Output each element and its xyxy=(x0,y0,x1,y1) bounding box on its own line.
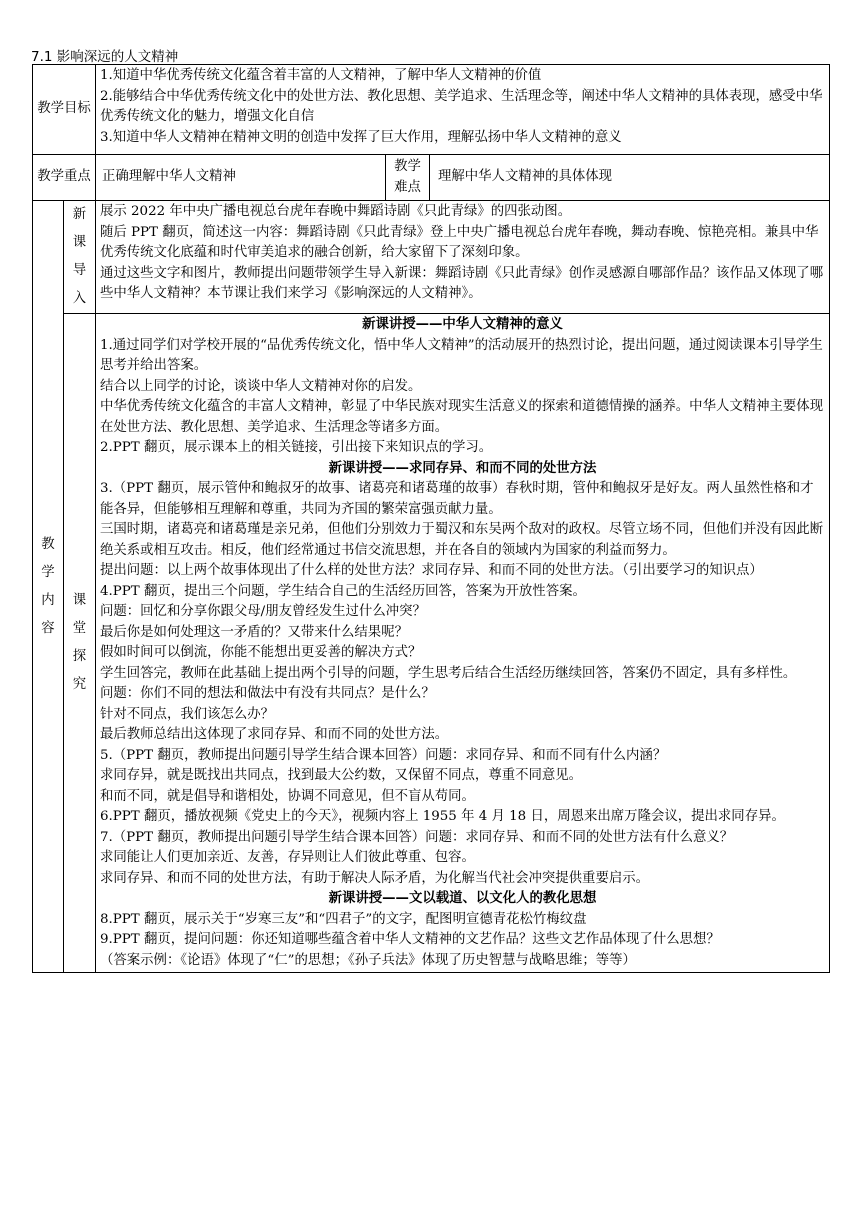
paragraph: 假如时间可以倒流，你能不能想出更妥善的解决方式？ xyxy=(100,645,422,660)
focus-row xyxy=(33,155,830,201)
paragraph: 求同存异，就是既找出共同点，找到最大公约数，又保留不同点，尊重不同意见。 xyxy=(100,768,583,783)
explore-cell xyxy=(96,314,830,973)
section-heading: 新课讲授——文以载道、以文化人的教化思想 xyxy=(328,891,597,906)
paragraph: 4.PPT 翻页，提出三个问题，学生结合自己的生活经历回答，答案为开放性答案。 xyxy=(100,583,586,599)
paragraph: 5.（PPT 翻页，教师提出问题引导学生结合课本回答）问题：求同存异、和而不同有什么内涵？ xyxy=(100,747,667,763)
paragraph: 问题：你们不同的想法和做法中有没有共同点？是什么？ xyxy=(100,686,435,701)
difficult-point-text: 理解中华人文精神的具体体现 xyxy=(430,155,830,201)
paragraph: 中华优秀传统文化蕴含的丰富人文精神，彰显了中华民族对现实生活意义的探索和道德情操的涵养。中华人文精神主要体现在处世方法、教化思想、美学追求、生活理念等诸多方面。 xyxy=(100,399,824,435)
intro-label: 新 课 导 入 xyxy=(64,201,96,314)
section-heading: 新课讲授——求同存异、和而不同的处世方法 xyxy=(328,460,597,476)
intro-paragraph: 随后 PPT 翻页，简述这一内容：舞蹈诗剧《只此青绿》登上中央广播电视总台虎年春晚，舞动春晚、惊艳亮相。兼具中华优秀传统文化底蕴和时代审美追求的融合创新，给大家留下了深刻印象。 xyxy=(100,224,819,260)
paragraph: 9.PPT 翻页，提问问题：你还知道哪些蕴含着中华人文精神的文艺作品？这些文艺作品体现了什么思想？ xyxy=(100,932,720,947)
intro-row xyxy=(33,201,830,314)
objective-item: 2.能够结合中华优秀传统文化中的处世方法、教化思想、美学追求、生活理念等，阐述中华人文精神的具体表现，感受中华优秀传统文化的魅力，增强文化自信 xyxy=(100,88,823,124)
difficult-point-label: 教学难点 xyxy=(386,155,430,201)
key-point-label: 教学重点 xyxy=(33,155,96,201)
paragraph: 问题：回忆和分享你跟父母/朋友曾经发生过什么冲突？ xyxy=(100,604,426,619)
paragraph: 1.通过同学们对学校开展的“品优秀传统文化，悟中华人文精神”的活动展开的热烈讨论，提出问题，通过阅读课本引导学生思考并给出答案。 xyxy=(100,337,823,373)
paragraph: 结合以上同学的讨论，谈谈中华人文精神对你的启发。 xyxy=(100,378,422,394)
objectives-label: 教学目标 xyxy=(33,65,96,155)
paragraph: 最后教师总结出这体现了求同存异、和而不同的处世方法。 xyxy=(100,727,449,742)
paragraph: 求同能让人们更加亲近、友善，存异则让人们彼此尊重、包容。 xyxy=(100,850,475,865)
paragraph: 8.PPT 翻页，展示关于“岁寒三友”和“四君子”的文字，配图明宣德青花松竹梅纹盘 xyxy=(100,911,587,927)
paragraph: 针对不同点，我们该怎么办？ xyxy=(100,706,275,722)
paragraph: 3.（PPT 翻页，展示管仲和鲍叔牙的故事、诸葛亮和诸葛瑾的故事）春秋时期，管仲和鲍叔牙是好友。两人虽然性格和才能各异，但能够相互理解和尊重，共同为齐国的繁荣富强贡献力量。 xyxy=(100,481,814,517)
intro-paragraph: 展示 2022 年中央广播电视总台虎年春晚中舞蹈诗剧《只此青绿》的四张动图。 xyxy=(100,204,572,219)
intro-cell xyxy=(96,201,830,314)
paragraph: 6.PPT 翻页，播放视频《党史上的今天》，视频内容上 1955 年 4 月 18 日，周恩来出席万隆会议，提出求同存异。 xyxy=(100,809,785,824)
paragraph: 学生回答完，教师在此基础上提出两个引导的问题，学生思考后结合生活经历继续回答，答案仍不固定，具有多样性。 xyxy=(100,665,797,681)
explore-label: 课 堂 探 究 xyxy=(64,314,96,973)
paragraph: 和而不同，就是倡导和谐相处，协调不同意见，但不盲从苟同。 xyxy=(100,788,475,804)
lesson-plan-table xyxy=(32,64,830,973)
document-title: 7.1 影响深远的人文精神 xyxy=(31,49,179,65)
paragraph: 求同存异、和而不同的处世方法，有助于解决人际矛盾，为化解当代社会冲突提供重要启示。 xyxy=(100,870,650,886)
objectives-cell xyxy=(96,65,830,155)
objective-item: 3.知道中华人文精神在精神文明的创造中发挥了巨大作用，理解弘扬中华人文精神的意义 xyxy=(100,129,622,145)
key-point-text: 正确理解中华人文精神 xyxy=(96,155,386,201)
intro-paragraph: 通过这些文字和图片，教师提出问题带领学生导入新课：舞蹈诗剧《只此青绿》创作灵感源自哪部作品？该作品又体现了哪些中华人文精神？本节课让我们来学习《影响深远的人文精神》。 xyxy=(100,265,824,301)
content-label: 教 学 内 容 xyxy=(33,201,64,973)
objective-item: 1.知道中华优秀传统文化蕴含着丰富的人文精神，了解中华人文精神的价值 xyxy=(100,68,542,83)
objectives-row xyxy=(33,65,830,155)
explore-row xyxy=(33,314,830,973)
paragraph: （答案示例：《论语》体现了“仁”的思想；《孙子兵法》体现了历史智慧与战略思维；等等） xyxy=(100,952,636,968)
paragraph: 7.（PPT 翻页，教师提出问题引导学生结合课本回答）问题：求同存异、和而不同的处世方法有什么意义？ xyxy=(100,829,734,845)
section-heading: 新课讲授——中华人文精神的意义 xyxy=(362,317,563,332)
paragraph: 最后你是如何处理这一矛盾的？又带来什么结果呢？ xyxy=(100,624,408,640)
paragraph: 2.PPT 翻页，展示课本上的相关链接，引出接下来知识点的学习。 xyxy=(100,440,493,455)
paragraph: 三国时期，诸葛亮和诸葛瑾是亲兄弟，但他们分别效力于蜀汉和东吴两个敌对的政权。尽管立场不同，但他们并没有因此断绝关系或相互攻击。相反，他们经常通过书信交流思想，并在各自的领域内为国家的利益而努力。 xyxy=(100,522,824,558)
paragraph: 提出问题：以上两个故事体现出了什么样的处世方法？求同存异、和而不同的处世方法。（引出要学习的知识点） xyxy=(100,563,763,578)
